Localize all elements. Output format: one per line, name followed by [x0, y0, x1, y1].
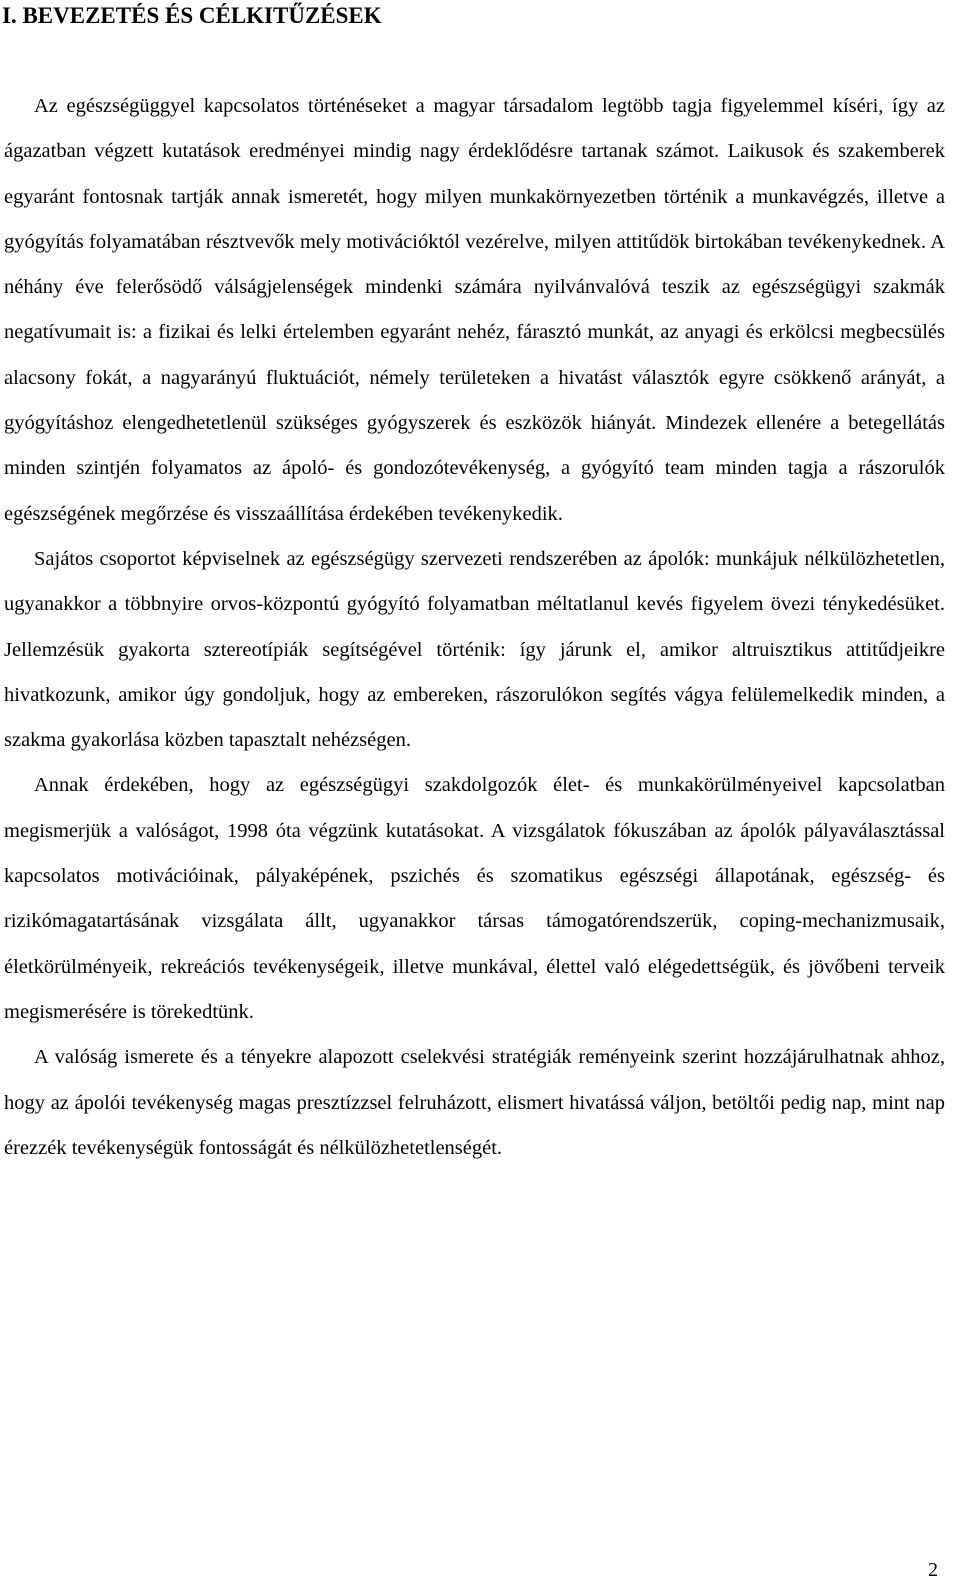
paragraph-2: Sajátos csoportot képviselnek az egészségügy szervezeti rendszerében az ápolók: munkájuk nélkülözhetetlen, ugyanakkor a többnyire orvos-központú gyógyító folyamatban méltatlanul kevés figyelem övezi ténykedésüket. Jellemzésük gyakorta sztereotípiák segítségével történik: így járunk el, amikor altruisztikus attitűdjeikre hivatkozunk, amikor úgy gondoljuk, hogy az embereken, rászorulókon segítés vágya felülemelkedik minden, a szakma gyakorlása közben tapasztalt nehézségen.: [4, 547, 945, 752]
paragraph-1: Az egészségüggyel kapcsolatos történéseket a magyar társadalom legtöbb tagja figyelemmel kíséri, így az ágazatban végzett kutatások eredményei mindig nagy érdeklődésre tartanak számot. Laikusok és szakemberek egyaránt fontosnak tartják annak ismeretét, hogy milyen munkakörnyezetben történik a munkavégzés, illetve a gyógyítás folyamatában résztvevők mely motivációktól vezérelve, milyen attitűdök birtokában tevékenykednek. A néhány éve felerősödő válságjelenségek mindenki számára nyilvánvalóvá teszik az egészségügyi szakmák negatívumait is: a fizikai és lelki értelemben egyaránt nehéz, fárasztó munkát, az anyagi és erkölcsi megbecsülés alacsony fokát, a nagyarányú fluktuációt, némely területeken a hivatást választók egyre csökkenő arányát, a gyógyításhoz elengedhetetlenül szükséges gyógyszerek és eszközök hiányát. Mindezek ellenére a betegellátás minden szintjén folyamatos az ápoló- és gondozótevékenység, a gyógyító team minden tagja a rászorulók egészségének megőrzése és visszaállítása érdekében tevékenykedik.: [4, 95, 945, 525]
section-heading: I. BEVEZETÉS ÉS CÉLKITŰZÉSEK: [2, 3, 382, 28]
paragraph-4: A valóság ismerete és a tényekre alapozott cselekvési stratégiák reményeink szerint hozzájárulhatnak ahhoz, hogy az ápolói tevékenység magas presztízzsel felruházott, elismert hivatássá váljon, betöltői pedig nap, mint nap érezzék tevékenységük fontosságát és nélkülözhetetlenségét.: [4, 1046, 945, 1159]
page-number: 2: [928, 1559, 938, 1581]
paragraph-3: Annak érdekében, hogy az egészségügyi szakdolgozók élet- és munkakörülményeivel kapcsolatban megismerjük a valóságot, 1998 óta végzünk kutatásokat. A vizsgálatok fókuszában az ápolók pályaválasztással kapcsolatos motivációinak, pályaképének, pszichés és szomatikus egészségi állapotának, egészség- és rizikómagatartásának vizsgálata állt, ugyanakkor társas támogatórendszerük, coping-mechanizmusaik, életkörülményeik, rekreációs tevékenységeik, illetve munkával, élettel való elégedettségük, és jövőbeni terveik megismerésére is törekedtünk.: [4, 774, 945, 1023]
body-text: [4, 84, 945, 1171]
